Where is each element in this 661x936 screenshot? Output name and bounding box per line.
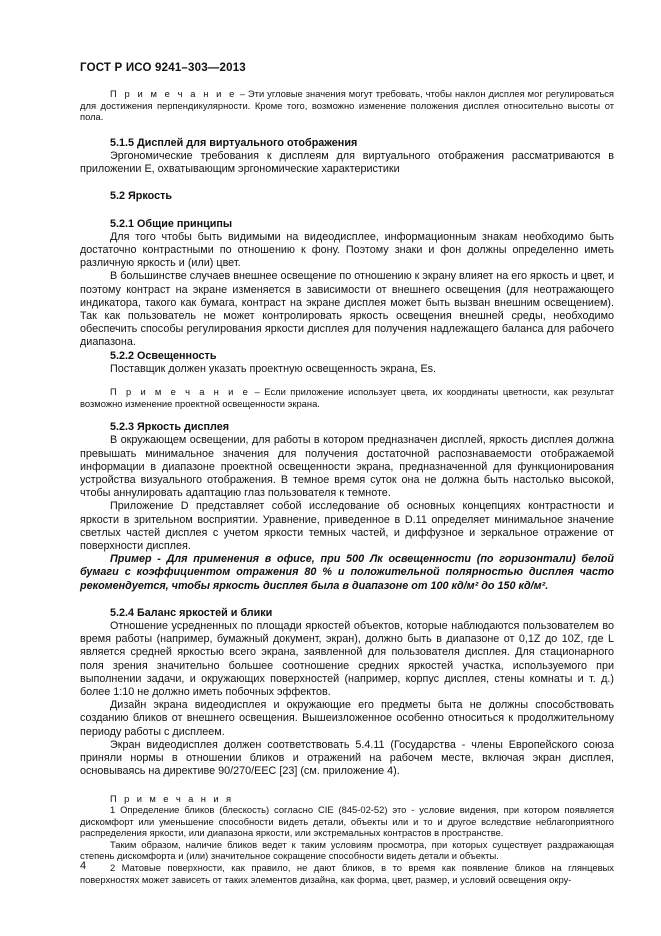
paragraph: Поставщик должен указать проектную освещенность экрана, Es. <box>110 362 437 375</box>
heading-5-2-4: 5.2.4 Баланс яркостей и блики <box>110 606 273 619</box>
note-angle <box>80 88 614 123</box>
note-1: 1 Определение бликов (блескость) согласно CIE (845-02-52) это - условие видения, при котором появляется дискомфорт или уменьшение способности видеть детали, объекты или и то и другое вследствие неблагоприятного распределения яркости, или диапазона яркости, или экстремальных контрастов в пространстве. <box>80 804 614 839</box>
note-2: 2 Матовые поверхности, как правило, не дают бликов, в то время как появление бликов на глянцевых поверхностях может зависеть от таких элементов дизайна, как форма, цвет, размер, и условий освещения окру- <box>80 862 614 885</box>
paragraph: Дизайн экрана видеодисплея и окружающие его предметы быта не должны способствовать созданию бликов от внешнего освещения. Вышеизложенное особенно относиться к продолжительному периоду работы с дисплеем. <box>80 699 614 738</box>
heading-5-1-5: 5.1.5 Дисплей для виртуального отображения <box>110 136 358 149</box>
paragraph: Эргономические требования к дисплеям для виртуального отображения рассматриваются в приложении Е, охватывающим эргономические характеристики <box>80 149 614 176</box>
paragraph: В большинстве случаев внешнее освещение по отношению к экрану влияет на его яркость и цвет, и поэтому контраст на экране изменяется в зависимости от внешнего освещения (для неотражающего индикатора, такого как бумага, контраст на экране дисплея может быть вызван внешним освещением). Так как пользователь не может контролировать яркость освещения внешней среды, необходимо обеспечить способы регулирования яркости дисплея для получения надлежащего баланса для рабочего диапазона. <box>80 270 614 349</box>
note-text: – Эти угловые значения могут требовать, чтобы наклон дисплея мог регулироваться для достижения перпендикулярности. Кроме того, возможно изменение положения дисплея относительно высоты от пола. <box>80 88 614 123</box>
note-label: П р и м е ч а н и е <box>110 386 251 398</box>
heading-5-2-2: 5.2.2 Освещенность <box>110 349 217 362</box>
note-text: – Если приложение использует цвета, их координаты цветности, как результат возможно изменение проектной освещенности экрана. <box>80 386 614 409</box>
note-1-continued: Таким образом, наличие бликов ведет к таким условиям просмотра, при которых существует раздражающая степень дискомфорта и (или) значительное сокращение способности видеть детали и объекты. <box>80 838 614 862</box>
paragraph: Приложение D представляет собой исследование об основных концепциях контрастности и яркости в зрительном восприятии. Уравнение, приведенное в D.11 определяет минимальное значение светлых частей дисплея с учетом яркости темных частей, и диффузное и зеркальное отражение от поверхности дисплея. <box>80 500 614 553</box>
document-header: ГОСТ Р ИСО 9241–303—2013 <box>80 62 246 74</box>
note-label: П р и м е ч а н и е <box>110 88 237 99</box>
example-paragraph: Пример - Для применения в офисе, при 500 Лк освещенности (по горизонтали) белой бумаги с коэффициентом отражения 80 % и положительной полярностью дисплея часто рекомендуется, чтобы яркость дисплея была в диапазоне от 100 кд/м² до 150 кд/м². <box>80 553 614 592</box>
notes-label: П р и м е ч а н и я <box>110 792 234 804</box>
paragraph: Отношение усредненных по площади яркостей объектов, которые наблюдаются пользователем во время работы (например, бумажный документ, экран), должно быть в диапазоне от 0,1Z до 10Z, где L является средней яркостью всего экрана, заявленной для пользователя дисплея. Для стационарного поля зрения значительно большее соотношение средних яркостей участка, используемого при выполнении задачи, и окружающих поверхностей (например, корпус дисплея, стены комнаты и т. д.) более 1:10 не должно иметь побочных эффектов. <box>80 620 614 699</box>
paragraph: Для того чтобы быть видимыми на видеодисплее, информационным знакам необходимо быть достаточно контрастными по отношению к фону. Поэтому знаки и фон должны определенно иметь различную яркость и (или) цвет. <box>80 230 614 270</box>
heading-5-2: 5.2 Яркость <box>110 190 173 203</box>
paragraph: В окружающем освещении, для работы в котором предназначен дисплей, яркость дисплея должна превышать минимальное значения для получения достаточной распознаваемости отображаемой информации в диапазоне проектной освещенности экрана, предназначенной для функционирования устройства визуального отображения. В темное время суток она не должна быть настолько высокой, чтобы аннулировать адаптацию глаз пользователя к темноте. <box>80 434 614 500</box>
paragraph: Экран видеодисплея должен соответствовать 5.4.11 (Государства - члены Европейского союза приняли нормы в отношении бликов и отражений на рабочем месте, включая экран дисплея, основываясь на директиве 90/270/EEC [23] (см. приложение 4). <box>80 738 614 778</box>
note-illuminance <box>80 386 614 409</box>
page-number: 4 <box>80 860 87 872</box>
document-body <box>80 88 614 885</box>
heading-5-2-1: 5.2.1 Общие принципы <box>110 217 233 230</box>
heading-5-2-3: 5.2.3 Яркость дисплея <box>110 421 230 434</box>
